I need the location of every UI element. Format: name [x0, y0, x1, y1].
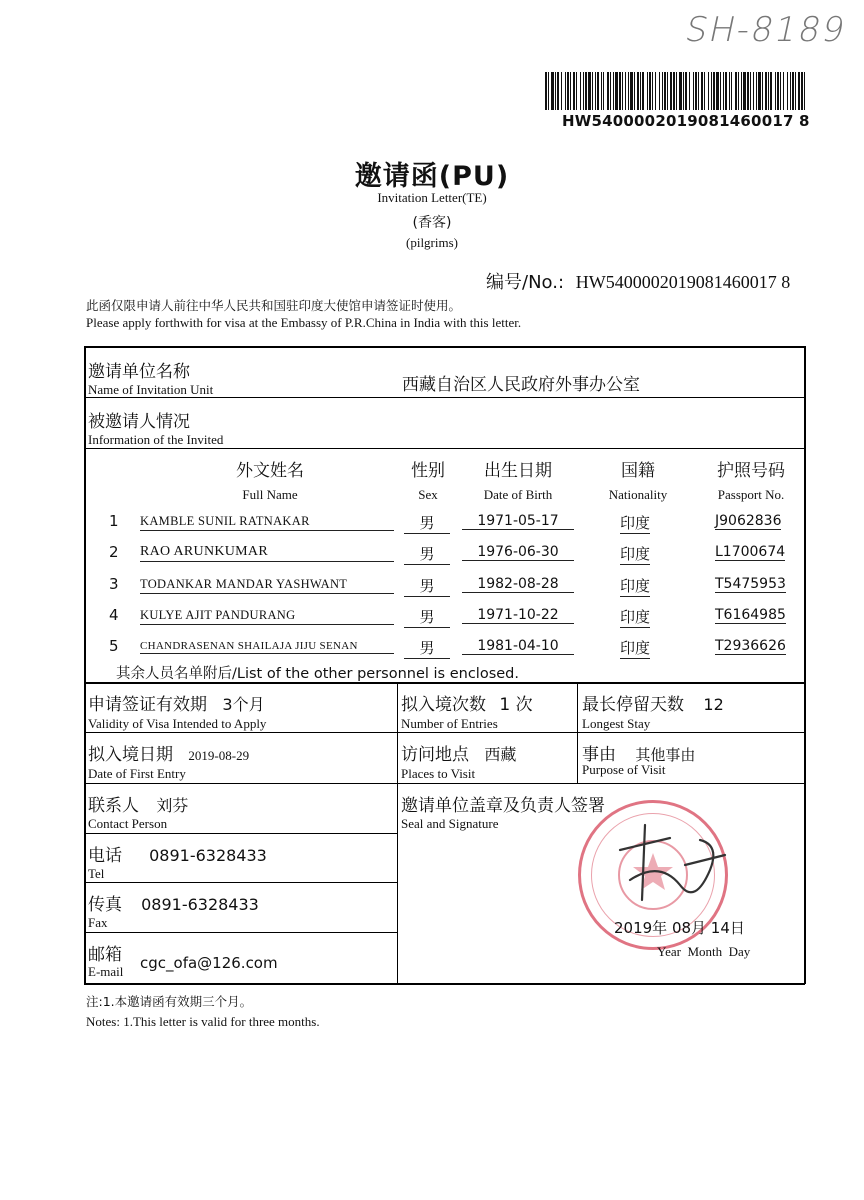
- column-zh: 护照号码: [717, 461, 785, 481]
- column-full-name: [200, 456, 340, 503]
- tel-label-zh: 电话: [88, 846, 122, 866]
- person-dob: 1981-04-10: [462, 638, 574, 655]
- intro-en: Please apply forthwith for visa at the Embassy of P.R.China in India with this letter.: [86, 315, 522, 330]
- person-nationality: 印度: [620, 545, 651, 563]
- tel-label-en: Tel: [88, 866, 105, 881]
- purpose-value: 其他事由: [635, 746, 696, 764]
- first-entry-label-en: Date of First Entry: [88, 766, 186, 781]
- person-dob: 1971-10-22: [462, 607, 574, 624]
- notes-en: Notes: 1.This letter is valid for three months.: [86, 1014, 320, 1029]
- fax-label-en: Fax: [88, 915, 108, 930]
- unit-name: 西藏自治区人民政府外事办公室: [402, 375, 640, 395]
- person-name: KULYE AJIT PANDURANG: [140, 608, 394, 625]
- signature-date: 2019年 08月 14日: [614, 919, 745, 937]
- contact-label-en: Contact Person: [88, 816, 168, 831]
- intro-zh: 此函仅限申请人前往中华人民共和国驻印度大使馆申请签证时使用。: [86, 298, 462, 313]
- first-entry-label-zh: 拟入境日期: [88, 745, 173, 765]
- row-number: 2: [109, 543, 119, 561]
- person-sex: 男: [404, 543, 450, 565]
- date-label-en: Year Month Day: [657, 944, 751, 959]
- contact-label-zh: 联系人: [88, 796, 139, 816]
- letter-number: [486, 268, 790, 294]
- entries-value: 1 次: [499, 695, 533, 715]
- validity-label-zh: 申请签证有效期: [88, 695, 207, 715]
- contact-field: [88, 791, 188, 816]
- places-label-zh: 访问地点: [401, 745, 469, 765]
- person-nationality: 印度: [620, 577, 651, 595]
- column-en: Date of Birth: [483, 487, 553, 502]
- fax-value: 0891-6328433: [141, 895, 259, 914]
- column-sex: [400, 456, 456, 503]
- person-sex: 男: [404, 575, 450, 597]
- entries-label-zh: 拟入境次数: [401, 695, 486, 715]
- column-en: Full Name: [242, 487, 298, 502]
- column-zh: 性别: [411, 461, 445, 481]
- contact-value: 刘芬: [156, 796, 189, 815]
- person-passport: T2936626: [715, 638, 786, 654]
- invited-label-zh: 被邀请人情况: [88, 412, 190, 432]
- column-dob: [468, 456, 568, 503]
- page-title-en: Invitation Letter(TE): [377, 190, 487, 205]
- person-sex: 男: [404, 606, 450, 628]
- places-label-en: Places to Visit: [401, 766, 476, 781]
- person-name: CHANDRASENAN SHAILAJA JIJU SENAN: [140, 640, 394, 654]
- longest-stay-field: [582, 690, 724, 715]
- column-zh: 国籍: [621, 461, 655, 481]
- person-nationality: 印度: [620, 639, 651, 657]
- invited-label-en: Information of the Invited: [88, 432, 224, 447]
- row-number: 3: [109, 575, 119, 593]
- column-zh: 外文姓名: [236, 461, 304, 481]
- person-passport: T5475953: [715, 576, 786, 592]
- person-passport: L1700674: [715, 544, 786, 560]
- longest-stay-label-en: Longest Stay: [582, 716, 651, 731]
- tel-field: [88, 841, 267, 866]
- purpose-label-en: Purpose of Visit: [582, 762, 666, 777]
- seal-label-zh: 邀请单位盖章及负责人签署: [401, 796, 605, 816]
- subtitle-en: (pilgrims): [406, 235, 458, 250]
- purpose-label-zh: 事由: [582, 745, 616, 765]
- longest-stay-label-zh: 最长停留天数: [582, 695, 684, 715]
- row-number: 4: [109, 606, 119, 624]
- email-label-en: E-mail: [88, 964, 124, 979]
- fax-field: [88, 890, 259, 915]
- barcode: [545, 72, 807, 110]
- subtitle-zh: (香客): [412, 215, 452, 231]
- notes-zh: 注:1.本邀请函有效期三个月。: [86, 994, 253, 1009]
- email-value: cgc_ofa@126.com: [140, 954, 278, 972]
- person-sex: 男: [404, 512, 450, 534]
- column-nationality: [595, 456, 681, 503]
- entries-field: [401, 690, 533, 715]
- person-dob: 1982-08-28: [462, 576, 574, 593]
- fax-label-zh: 传真: [88, 895, 122, 915]
- row-number: 5: [109, 637, 119, 655]
- letter-number-value: HW5400002019081460017 8: [575, 272, 791, 292]
- column-en: Nationality: [608, 487, 668, 502]
- unit-label-en: Name of Invitation Unit: [88, 382, 214, 397]
- person-dob: 1971-05-17: [462, 513, 574, 530]
- column-en: Passport No.: [717, 487, 785, 502]
- row-number: 1: [109, 512, 119, 530]
- person-passport: T6164985: [715, 607, 786, 623]
- first-entry-field: [88, 740, 249, 765]
- places-field: [401, 740, 516, 765]
- longest-stay-value: 12: [703, 695, 724, 714]
- validity-value: 3个月: [222, 695, 265, 714]
- signature: [600, 810, 740, 920]
- validity-field: [88, 690, 265, 715]
- person-name: TODANKAR MANDAR YASHWANT: [140, 577, 394, 594]
- tel-value: 0891-6328433: [149, 846, 267, 865]
- email-label-zh: 邮箱: [88, 945, 122, 965]
- validity-label-en: Validity of Visa Intended to Apply: [88, 716, 267, 731]
- person-name: RAO ARUNKUMAR: [140, 544, 394, 562]
- person-passport: J9062836: [715, 513, 782, 529]
- person-dob: 1976-06-30: [462, 544, 574, 561]
- page-title: 邀请函(PU): [354, 161, 510, 192]
- unit-label-zh: 邀请单位名称: [88, 362, 190, 382]
- first-entry-value: 2019-08-29: [188, 748, 250, 763]
- entries-label-en: Number of Entries: [401, 716, 498, 731]
- handwritten-reference: SH-8189: [681, 10, 851, 50]
- column-passport: [703, 456, 799, 503]
- person-sex: 男: [404, 637, 450, 659]
- letter-number-label: 编号/No.:: [486, 272, 565, 293]
- places-value: 西藏: [484, 745, 517, 764]
- person-name: KAMBLE SUNIL RATNAKAR: [140, 514, 394, 531]
- enclosed-note: 其余人员名单附后/List of the other personnel is enclosed.: [116, 666, 519, 682]
- column-zh: 出生日期: [484, 461, 552, 481]
- barcode-bar: [804, 72, 805, 110]
- person-nationality: 印度: [620, 608, 651, 626]
- seal-label-en: Seal and Signature: [401, 816, 499, 831]
- barcode-number: HW5400002019081460017 8: [562, 112, 810, 130]
- person-nationality: 印度: [620, 514, 651, 532]
- column-en: Sex: [418, 487, 438, 502]
